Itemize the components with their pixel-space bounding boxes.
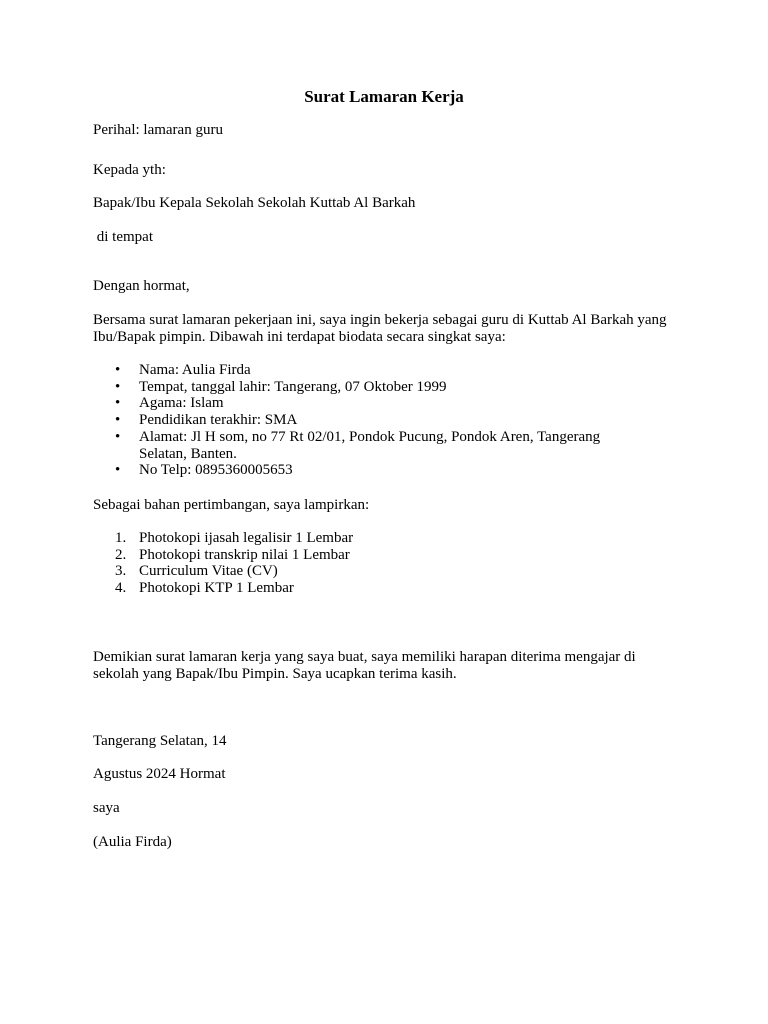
bullet-icon: • (115, 395, 121, 412)
list-item (93, 563, 673, 580)
list-item (93, 547, 673, 564)
intro-paragraph: Bersama surat lamaran pekerjaan ini, saya ingin bekerja sebagai guru di Kuttab Al Barkah yang Ibu/Bapak pimpin. Dibawah ini terdapat biodata secara singkat saya: (93, 312, 667, 345)
attachments-list (93, 530, 673, 597)
list-number: 1. (115, 530, 127, 546)
bullet-icon: • (115, 412, 121, 429)
list-number: 3. (115, 563, 127, 580)
attachment-item: Photokopi transkrip nilai 1 Lembar (139, 546, 350, 563)
attachment-item: Photokopi ijasah legalisir 1 Lembar (139, 530, 354, 546)
list-item (93, 462, 673, 479)
list-item (93, 429, 673, 462)
biodata-religion: Agama: Islam (139, 395, 224, 412)
attachment-item: Curriculum Vitae (CV) (139, 563, 278, 580)
biodata-education: Pendidikan terakhir: SMA (139, 412, 298, 429)
list-item (93, 412, 673, 429)
attachments-intro: Sebagai bahan pertimbangan, saya lampirkan: (93, 497, 370, 513)
bullet-icon: • (115, 428, 121, 445)
biodata-name: Nama: Aulia Firda (139, 362, 251, 378)
bullet-icon: • (115, 462, 121, 479)
list-item (93, 379, 673, 396)
list-number: 2. (115, 546, 127, 563)
letter-title: Surat Lamaran Kerja (304, 87, 464, 106)
attachment-item: Photokopi KTP 1 Lembar (139, 580, 294, 597)
greeting: Dengan hormat, (93, 278, 190, 294)
recipient-place: di tempat (93, 229, 153, 245)
biodata-birth: Tempat, tanggal lahir: Tangerang, 07 Oktober 1999 (139, 378, 447, 395)
list-item (93, 530, 673, 547)
sign-place-date: Tangerang Selatan, 14 (93, 733, 227, 749)
biodata-address: Alamat: Jl H som, no 77 Rt 02/01, Pondok Pucung, Pondok Aren, Tangerang Selatan, Banten. (139, 428, 601, 462)
recipient-name: Bapak/Ibu Kepala Sekolah Sekolah Kuttab Al Barkah (93, 195, 416, 211)
list-item (93, 580, 673, 597)
sign-regards: saya (93, 800, 120, 816)
biodata-list (93, 362, 673, 479)
sign-date-regards: Agustus 2024 Hormat (93, 766, 226, 782)
recipient-prefix: Kepada yth: (93, 162, 166, 178)
signature-name: (Aulia Firda) (93, 834, 172, 850)
biodata-phone: No Telp: 0895360005653 (139, 462, 293, 479)
list-number: 4. (115, 580, 127, 597)
list-item (93, 362, 673, 379)
bullet-icon: • (115, 378, 121, 395)
closing-paragraph: Demikian surat lamaran kerja yang saya buat, saya memiliki harapan diterima mengajar di sekolah yang Bapak/Ibu Pimpin. Saya ucapkan terima kasih. (93, 649, 636, 682)
list-item (93, 395, 673, 412)
letter-subject: Perihal: lamaran guru (93, 122, 223, 138)
bullet-icon: • (115, 362, 121, 378)
